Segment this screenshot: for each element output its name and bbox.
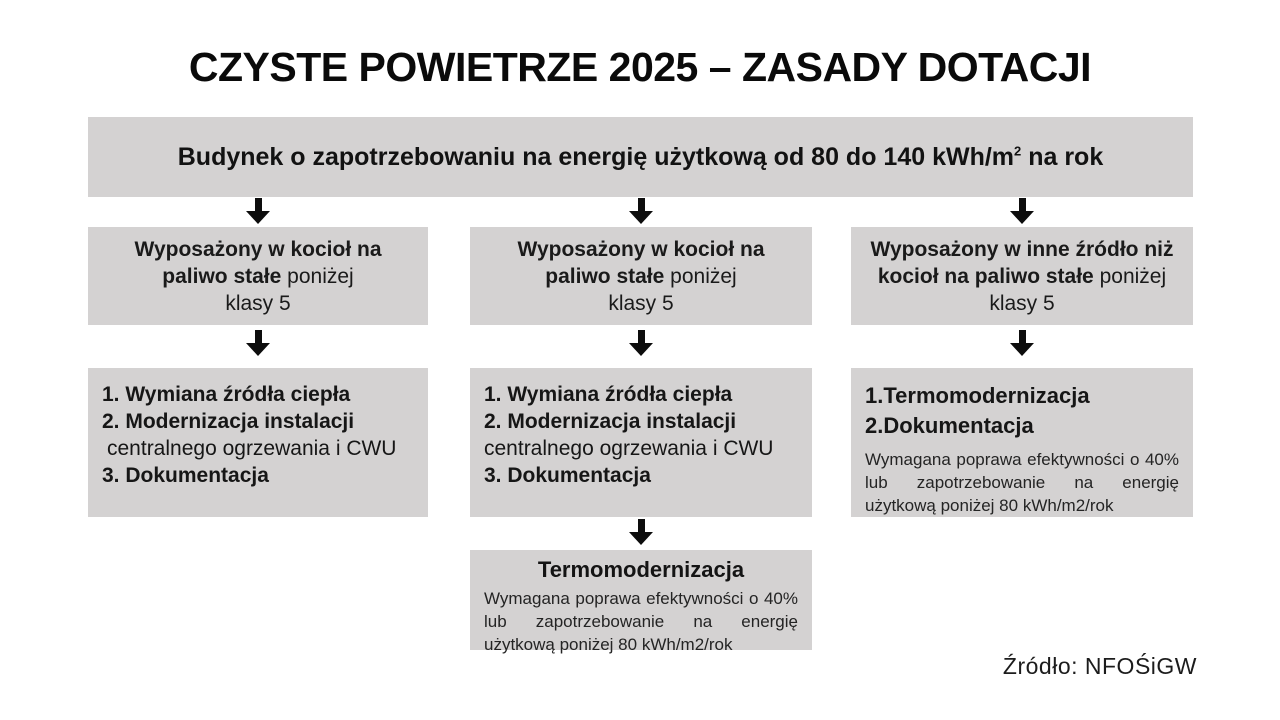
arrow-root-to-col2 xyxy=(629,198,653,224)
action-item: 2.Dokumentacja xyxy=(865,413,1034,438)
extra-box-title: Termomodernizacja xyxy=(537,557,745,582)
condition-line: klasy 5 xyxy=(608,291,674,315)
arrow-root-to-col1 xyxy=(246,198,270,224)
action-item: 2. Modernizacja instalacji xyxy=(102,410,355,433)
action-item: 2. Modernizacja instalacji xyxy=(484,410,737,433)
condition-box-col1 xyxy=(88,227,428,325)
action-item-continuation: centralnego ogrzewania i CWU xyxy=(484,437,774,460)
condition-line: paliwo stałe poniżej xyxy=(545,264,737,288)
extra-box-termomodernizacja xyxy=(470,550,812,654)
arrow-shaft xyxy=(255,198,262,211)
root-condition-text: Budynek o zapotrzebowaniu na energię użytkową od 80 do 140 kWh/$m^2$ na rok xyxy=(177,142,1104,171)
arrow-col2-to-actions xyxy=(629,330,653,356)
page-title: CZYSTE POWIETRZE 2025 – ZASADY DOTACJI xyxy=(188,44,1092,90)
condition-line: Wyposażony w kocioł na xyxy=(134,237,382,261)
actions-box-col3 xyxy=(851,368,1193,517)
condition-line: Wyposażony w inne źródło niż xyxy=(870,237,1174,261)
arrow-shaft xyxy=(638,330,645,343)
requirement-note: Wymagana poprawa efektywności o 40% lub zapotrzebowanie na energię użytkową poniżej 80 kWh/m2/rok xyxy=(865,450,1179,515)
action-item: 1. Wymiana źródła ciepła xyxy=(102,383,351,406)
action-item: 1.Termomodernizacja xyxy=(865,383,1090,408)
condition-line: klasy 5 xyxy=(989,291,1055,315)
condition-box-col3 xyxy=(851,227,1193,325)
arrow-shaft xyxy=(1019,198,1026,211)
requirement-note: Wymagana poprawa efektywności o 40% lub zapotrzebowanie na energię użytkową poniżej 80 kWh/m2/rok xyxy=(484,589,798,654)
condition-line: kocioł na paliwo stałe poniżej xyxy=(877,264,1167,288)
condition-box-col2 xyxy=(470,227,812,325)
arrow-head-icon xyxy=(629,532,653,545)
arrow-head-icon xyxy=(246,211,270,224)
arrow-shaft xyxy=(255,330,262,343)
arrow-col1-to-actions xyxy=(246,330,270,356)
source-attribution: Źródło: NFOŚiGW xyxy=(1002,653,1197,679)
arrow-head-icon xyxy=(246,343,270,356)
arrow-shaft xyxy=(1019,330,1026,343)
action-item: 3. Dokumentacja xyxy=(102,464,269,487)
arrow-shaft xyxy=(638,198,645,211)
condition-line: Wyposażony w kocioł na xyxy=(517,237,765,261)
arrow-shaft xyxy=(638,519,645,532)
action-item: 3. Dokumentacja xyxy=(484,464,651,487)
arrow-head-icon xyxy=(1010,343,1034,356)
condition-line: paliwo stałe poniżej xyxy=(162,264,354,288)
arrow-col3-to-actions xyxy=(1010,330,1034,356)
arrow-root-to-col3 xyxy=(1010,198,1034,224)
action-item-continuation: centralnego ogrzewania i CWU xyxy=(107,437,397,460)
superscript-2: 2 xyxy=(1014,143,1022,159)
arrow-head-icon xyxy=(629,211,653,224)
arrow-col2-to-extra xyxy=(629,519,653,545)
actions-box-col2 xyxy=(470,368,812,517)
actions-box-col1 xyxy=(88,368,428,517)
root-condition-box xyxy=(88,117,1193,197)
arrow-head-icon xyxy=(629,343,653,356)
arrow-head-icon xyxy=(1010,211,1034,224)
action-item: 1. Wymiana źródła ciepła xyxy=(484,383,733,406)
condition-line: klasy 5 xyxy=(225,291,291,315)
